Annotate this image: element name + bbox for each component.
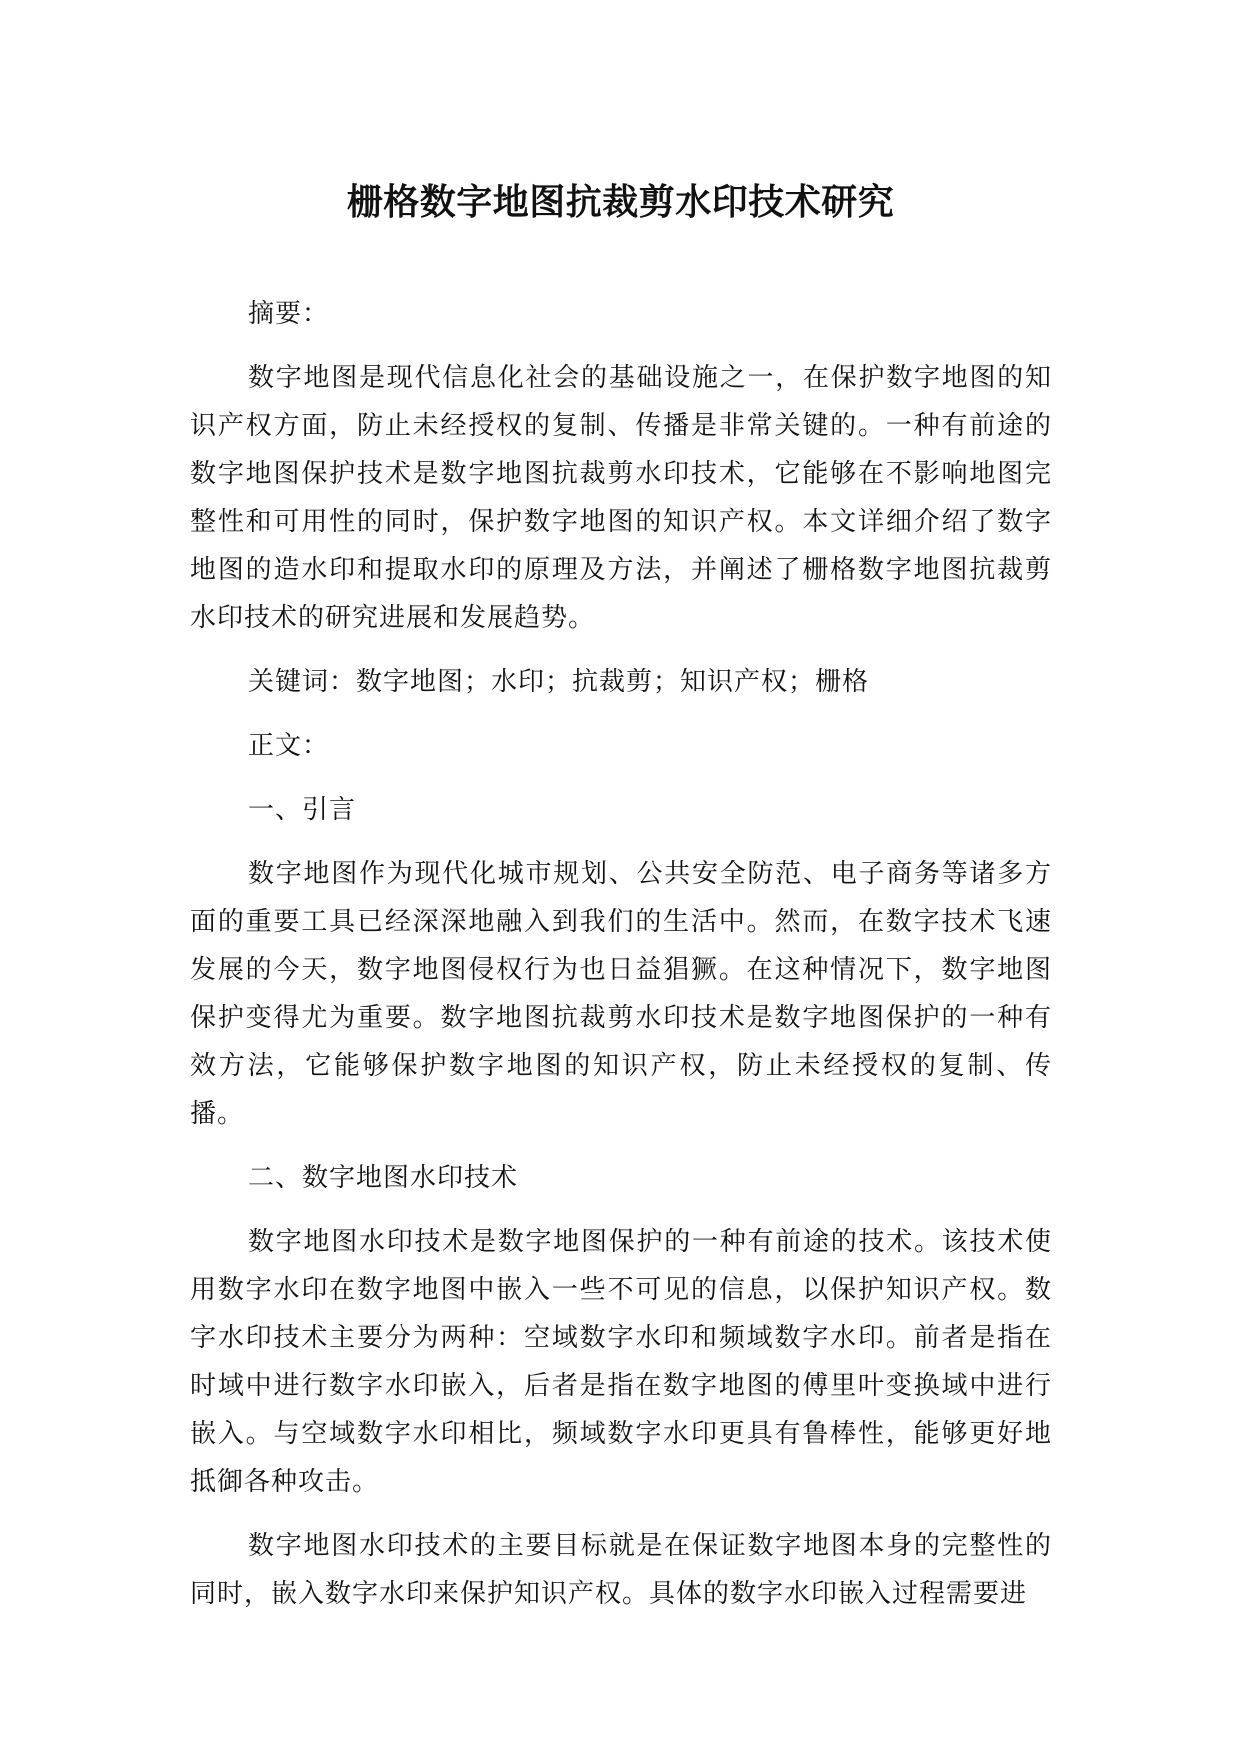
watermark-technology-paragraph-1: 数字地图水印技术是数字地图保护的一种有前途的技术。该技术使用数字水印在数字地图中嵌入一些不可见的信息，以保护知识产权。数字水印技术主要分为两种：空域数字水印和频域数字水印。前者是指在时域中进行数字水印嵌入，后者是指在数字地图的傅里叶变换域中进行嵌入。与空域数字水印相比，频域数字水印更具有鲁棒性，能够更好地抵御各种攻击。 <box>190 1227 1052 1497</box>
keywords-line: 关键词：数字地图；水印；抗裁剪；知识产权；栅格 <box>248 667 870 697</box>
document-body <box>190 290 1052 1618</box>
abstract-heading: 摘要： <box>248 299 330 329</box>
section-heading-watermark-technology: 二、数字地图水印技术 <box>248 1163 519 1193</box>
body-heading: 正文： <box>248 731 330 761</box>
introduction-paragraph: 数字地图作为现代化城市规划、公共安全防范、电子商务等诸多方面的重要工具已经深深地融入到我们的生活中。然而，在数字技术飞速发展的今天，数字地图侵权行为也日益猖獗。在这种情况下，数字地图保护变得尤为重要。数字地图抗裁剪水印技术是数字地图保护的一种有效方法，它能够保护数字地图的知识产权，防止未经授权的复制、传播。 <box>190 859 1052 1129</box>
document-title: 栅格数字地图抗裁剪水印技术研究 <box>346 182 895 223</box>
watermark-technology-paragraph-2: 数字地图水印技术的主要目标就是在保证数字地图本身的完整性的同时，嵌入数字水印来保护知识产权。具体的数字水印嵌入过程需要进 <box>190 1531 1052 1609</box>
section-heading-introduction: 一、引言 <box>248 795 357 825</box>
abstract-paragraph: 数字地图是现代信息化社会的基础设施之一，在保护数字地图的知识产权方面，防止未经授权的复制、传播是非常关键的。一种有前途的数字地图保护技术是数字地图抗裁剪水印技术，它能够在不影响地图完整性和可用性的同时，保护数字地图的知识产权。本文详细介绍了数字地图的造水印和提取水印的原理及方法，并阐述了栅格数字地图抗裁剪水印技术的研究进展和发展趋势。 <box>190 363 1052 633</box>
